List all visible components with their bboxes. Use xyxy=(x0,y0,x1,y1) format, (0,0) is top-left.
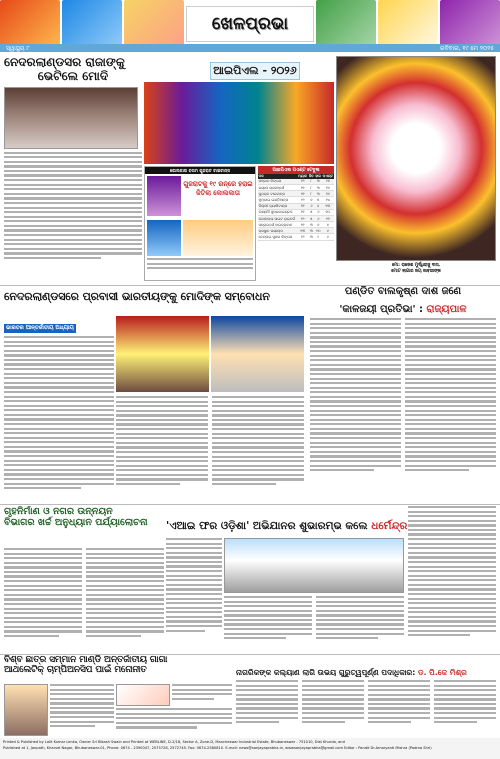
ipl-match-box xyxy=(144,166,256,281)
points-table-header: ହାର xyxy=(315,174,322,179)
article-photo xyxy=(4,87,138,149)
article-headline-line2: ଡ. ପି.କେ ମିଶ୍ର xyxy=(417,668,467,677)
article-body xyxy=(172,684,232,700)
points-table-cell: ୩ xyxy=(315,179,322,185)
points-table-cell: ୮ xyxy=(308,184,315,190)
ipl-result-text: ଗୁଜରାଟକୁ ୧୯ ରନ୍‌ରେ ହରାଇ ଜିତିଲା କୋଲକାତା xyxy=(183,180,253,197)
points-table-cell: ରୟାଲ ଚାଲେଞ୍ଜର୍ସ xyxy=(258,184,297,190)
points-table-cell: ୪ xyxy=(315,203,322,209)
article-pandit-body xyxy=(310,318,496,502)
points-table-cell: ୩ xyxy=(309,235,313,240)
points-table-cell: ୮ xyxy=(308,191,315,197)
points-table-cell: ୩ xyxy=(315,184,322,190)
article-headline: ନେଦରଲାଣ୍ଡସରେ ପ୍ରବାସୀ ଭାରତୀୟଙ୍କୁ ମୋଦିଙ୍କ ସମ୍ବୋଧନ xyxy=(4,290,270,303)
article-body-col4 xyxy=(434,680,496,736)
article-headline-line1: ଗୃହନିର୍ମାଣ ଓ ନଗର ଉନ୍ନୟନ xyxy=(4,506,113,517)
points-table-cell: ୧୬ xyxy=(322,184,334,190)
article-body xyxy=(4,336,114,489)
points-table-cell: ୬ xyxy=(322,228,334,234)
article-headline-line2: ଆଥଲେଟିକ୍ ଚାମ୍ପିଅନସିପ ପାଇଁ ମନୋନୀତ xyxy=(4,665,147,675)
article-diaspora-photos xyxy=(116,316,304,392)
points-table-title: ଆଇପିଏଲ ପଏଣ୍ଟ ଟେବୁଲ xyxy=(258,166,334,174)
points-table-cell: ୧୧ xyxy=(297,184,308,190)
ipl-banner: ଆଇପିଏଲ - ୨୦୨୬ xyxy=(210,62,300,80)
points-table-cell: ଦିଲ୍ଲୀ କ୍ୟାପିଟାଲ୍ସ xyxy=(258,203,297,209)
ipl-match-subtitle: କୋଲକାତା ବନାମ ଗୁଜରାଟ ଟାଇଟାନ୍ସ xyxy=(145,167,255,174)
article-pk-mishra-body xyxy=(236,680,496,736)
article-diaspora-columns xyxy=(116,396,304,502)
article-body xyxy=(4,152,142,259)
points-table-header: ମ୍ୟାଚ xyxy=(298,174,308,179)
points-table-cell: ୧୧ xyxy=(297,222,308,228)
masthead-photo-trophy xyxy=(378,0,438,46)
masthead-logo xyxy=(186,6,314,42)
points-table-cell: ୫ xyxy=(308,215,315,221)
article-headline-line3: ରାଜ୍ୟପାଳ xyxy=(426,304,467,315)
right-photo-feature xyxy=(336,56,496,281)
ipl-banner-wrap xyxy=(210,62,300,80)
points-table-cell: ମୁମ୍ବାଇ ଇଣ୍ଡିଆନ୍ସ xyxy=(258,197,297,203)
points-table-cell: ୧୭ xyxy=(322,179,334,185)
masthead-photo-cricket xyxy=(62,0,122,46)
points-table-cell: ୫ xyxy=(315,197,322,203)
article-housing-headline xyxy=(4,506,164,546)
points-table-cell: ଲକ୍ଷ୍ନୌ ସୁପରଜାଇଣ୍ଟସ xyxy=(258,209,297,215)
masthead-title: ଖେଳପ୍ରଭା xyxy=(211,14,289,34)
points-table-cell: ରାଜସ୍ଥାନ ରୟାଲ୍ସ xyxy=(258,228,297,234)
points-table-header: ଦଳ xyxy=(258,174,297,179)
points-table-cell: ୧୨ xyxy=(297,197,308,203)
article-body xyxy=(166,538,222,632)
article-body-col2 xyxy=(405,318,496,502)
article-athletics-body-col1 xyxy=(50,684,114,736)
points-table-cell: ୧୨ xyxy=(297,234,308,240)
certificate-photo xyxy=(116,684,170,706)
article-pk-mishra-headline xyxy=(236,660,496,678)
masthead-photo-badminton xyxy=(440,0,500,46)
article-body-col2 xyxy=(116,396,208,502)
article-headline-line1: ନେଦରଲାଣ୍ଡସର ରାଜାଙ୍କୁ xyxy=(4,56,125,69)
article-headline-line1: ବିଶ୍ବ ଛାତ୍ର ସମ୍ମାନ ମାଣ୍ଡି ଅନ୍ତର୍ଜାତୀୟ ଗାଗା xyxy=(4,655,168,665)
article-photo-modi xyxy=(211,316,304,392)
feature-photo-caption: ମୋ: ରାଜେଶ ମୁର୍ଦ୍ଧିରାଜୁ ଦାସ, ମୋଟ ଲାଗାର ଜୟ ଜାବରୀଙ୍କ xyxy=(391,263,441,274)
article-body xyxy=(408,506,496,636)
points-table-cell: ୩ xyxy=(315,191,322,197)
imprint-footer xyxy=(0,738,500,759)
article-ai-body-left xyxy=(166,538,222,652)
article-headline-line2: ଧର୍ମେନ୍ଦ୍ର xyxy=(371,520,408,532)
article-body-col1 xyxy=(4,548,82,652)
article-headline-line2: ଭେଟିଲେ ମୋଦି xyxy=(37,68,109,83)
player-of-match xyxy=(183,220,253,256)
article-pandit-headline xyxy=(310,286,496,316)
article-ai-photo xyxy=(224,538,404,593)
points-table-cell: ୧୬ xyxy=(322,191,334,197)
masthead-photo-runner xyxy=(0,0,60,46)
article-body-col3 xyxy=(212,396,304,502)
article-body xyxy=(50,684,114,727)
article-athletics-headline xyxy=(4,655,234,683)
article-headline-line1: ନାଗରିକଙ୍କ କଲ୍ୟାଣ ଲାଗି ଉଭୟ ଗୁରୁତ୍ୱପୂର୍ଣ୍ଣ ପଦାଧିକାର: xyxy=(236,668,418,677)
ipl-player-photos xyxy=(144,82,334,164)
points-table-cell: ୧୪ xyxy=(322,197,334,203)
points-table-row xyxy=(258,234,334,240)
article-body xyxy=(116,708,232,736)
imprint-line1: Printed & Published by Lalit Kumar Lenka, Owner Sri Bikash Swain and Printed at WEBLINE, D-2/18, Sector A, Zone-D, Mancheswar Industrial Estate, Bhubaneswar - 751010, Dist Khurda, and xyxy=(3,740,345,744)
article-athletics-body-col2 xyxy=(116,708,232,736)
points-table-cell: ୧୧ xyxy=(297,203,308,209)
article-photo-crowd xyxy=(116,316,209,392)
points-table-cell: ୭ xyxy=(308,197,315,203)
points-table-cell: ୬ xyxy=(315,209,322,215)
article-headline-line1: ପଣ୍ଡିତ ବାଲକୃଷ୍ଣ ଦାଶ ଜଣେ xyxy=(344,286,462,297)
article-diaspora-left-column xyxy=(4,314,114,502)
points-table-cell: ୩ xyxy=(309,222,313,227)
points-table-cell: ପଞ୍ଜାବ କିଙ୍ଗସ xyxy=(258,179,297,185)
points-table-cell: ୩ xyxy=(309,228,313,233)
article-ai-right-column xyxy=(408,506,496,652)
points-table-cell: ୭ xyxy=(322,222,334,228)
points-table-grid xyxy=(258,174,334,241)
points-table-cell: ଗୁଜରାଟ ଟାଇଟାନ୍ସ xyxy=(258,191,297,197)
points-table-cell: ୧୦ xyxy=(322,209,334,215)
kkr-scorecard xyxy=(147,176,181,216)
points-table-header: ଜିତ xyxy=(308,174,314,179)
article-body-col2 xyxy=(302,680,364,736)
feature-photo xyxy=(336,56,496,261)
article-modi-netherlands-king xyxy=(4,56,142,280)
article-housing-body xyxy=(4,548,164,652)
points-table-cell: ୬ xyxy=(315,215,322,221)
points-table-cell: ୯ xyxy=(315,234,322,240)
points-table-cell: ୮ xyxy=(308,179,315,185)
article-subhead: ଭାରତର ଆନ୍ତର୍ଜାତୀୟ ଅଧ୍ୟାୟ xyxy=(6,325,74,331)
points-table-cell: ୧୩ xyxy=(322,203,334,209)
points-table-cell: ସନ୍‌ରାଇଜର୍ସ ହାଇଦ୍ରାବାଦ xyxy=(258,222,297,228)
points-table-cell: କୋଲକାତା ନାଇଟ ରାଇଡର୍ସ xyxy=(258,215,297,221)
points-table-cell: ୧୨ xyxy=(297,179,308,185)
imprint-line2: Published at 1, Janpath, Kharvel Nagar, Bhubaneswar-01, Phone: 0674 - 2390047, 2575728, 2572745. Fax: 0674-2580810. E-mail: news@sanjayaprabha.in, wwwsanjayaprabha@gmail.com Editor : Pandit Dr.Amaryanti Mishra (Padma Shri) xyxy=(3,745,432,750)
article-body-col1 xyxy=(310,318,401,502)
article-athletics-body-col3 xyxy=(172,684,232,706)
article-body-col1 xyxy=(236,680,298,736)
points-table-cell: ୬ xyxy=(322,234,334,240)
points-table-cell: ୫ xyxy=(308,209,315,215)
points-table-cell: ଚେନ୍ନାଇ ସୁପର କିଙ୍ଗସ xyxy=(258,234,297,240)
article-body-col2 xyxy=(86,548,164,652)
points-table-cell: ୧୦ xyxy=(315,228,321,233)
masthead-photo-athlete xyxy=(124,0,184,46)
athlete-photo xyxy=(4,684,48,736)
ipl-points-table xyxy=(258,166,334,281)
article-ai-body-cols xyxy=(224,596,404,652)
masthead-photo-players xyxy=(316,0,376,46)
article-headline-line2: 'କାଳଜୟୀ ପ୍ରତିଭା' : xyxy=(339,304,427,315)
publication-date: ରବିବାର, ୧୯ ମେ ୨୦୨୫ xyxy=(440,45,494,52)
points-table-cell: ୧୧ xyxy=(297,209,308,215)
ipl-match-body xyxy=(145,258,255,269)
article-body-col2 xyxy=(224,596,312,652)
points-table-cell: ୧୧ xyxy=(322,215,334,221)
points-table-cell: ୧୨ xyxy=(297,215,308,221)
points-table-header: ପଏଣ୍ଟ xyxy=(322,174,334,179)
article-body-col3 xyxy=(316,596,404,652)
page-number: ସ୍ୱାସ୍ଥ୍ୟ ୮ xyxy=(6,45,30,52)
points-table-cell: ୬ xyxy=(308,203,315,209)
article-headline-line2: ବିଭାଗର ଖର୍ଚ୍ଚ ଅନୁଧ୍ୟାନ ପର୍ଯ୍ୟାଲୋଚନା xyxy=(4,517,148,528)
gt-scorecard xyxy=(147,220,181,256)
points-table-cell: ୧୩ xyxy=(297,228,308,234)
article-body-col3 xyxy=(368,680,430,736)
article-diaspora-headline xyxy=(4,290,304,312)
masthead-date-bar xyxy=(0,44,500,52)
points-table-cell: ୧୧ xyxy=(297,191,308,197)
points-table-cell: ୭ xyxy=(315,222,322,228)
article-headline-line1: 'ଏଆଇ ଫର ଓଡ଼ିଶା' ଅଭିଯାନର ଶୁଭାରମ୍ଭ କଲେ xyxy=(166,520,372,532)
masthead xyxy=(0,0,500,52)
